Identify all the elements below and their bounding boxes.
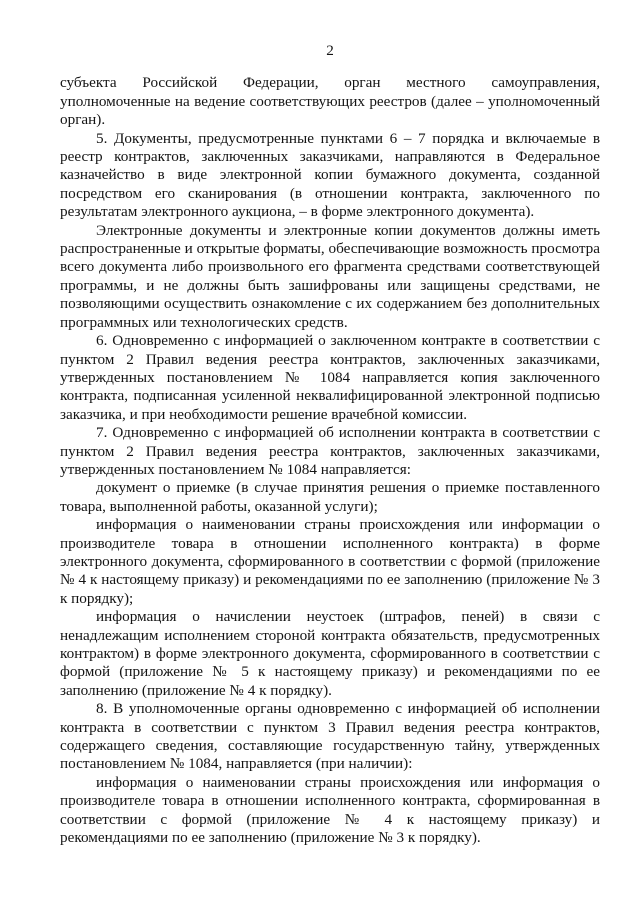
paragraph-item-7: 7. Одновременно с информацией об исполнении контракта в соответствии с пунктом 2 Правил ведения реестра контрактов, заключенных заказчиками, утвержденных постановлением № 1084 направляется: (60, 424, 600, 478)
document-page (60, 42, 600, 847)
paragraph-continuation: субъекта Российской Федерации, орган местного самоуправления, уполномоченные на ведение соответствующих реестров (далее – уполномоченный орган). (60, 74, 600, 129)
paragraph-item-8: 8. В уполномоченные органы одновременно с информацией об исполнении контракта в соответствии с пунктом 3 Правил ведения реестра контрактов, содержащего сведения, составляющие государственную тайну, утвержденных постановлением № 1084, направляется (при наличии): (60, 700, 600, 773)
paragraph-electronic-documents: Электронные документы и электронные копии документов должны иметь распространенные и открытые форматы, обеспечивающие возможность просмотра всего документа либо произвольного его фрагмента средствами соответствующей программы, и не должны быть зашифрованы или защищены средствами, не позволяющими осуществить ознакомление с их содержанием без дополнительных программных или технологических средств. (60, 221, 600, 331)
paragraph-item-6: 6. Одновременно с информацией о заключенном контракте в соответствии с пунктом 2 Правил ведения реестра контрактов, заключенных заказчиками, утвержденных постановлением № 1084 направляется копия заключенного контракта, подписанная усиленной неквалифицированной электронной подписью заказчика, и при необходимости решение врачебной комиссии. (60, 332, 600, 423)
paragraph-item-5: 5. Документы, предусмотренные пунктами 6 – 7 порядка и включаемые в реестр контрактов, заключенных заказчиками, направляются в Федеральное казначейство в виде электронной копии бумажного документа, созданной посредством его сканирования (в отношении контракта, заключенного по результатам электронного аукциона, – в форме электронного документа). (60, 129, 600, 221)
paragraph-item-7-acceptance: документ о приемке (в случае принятия решения о приемке поставленного товара, выполненной работы, оказанной услуги); (60, 479, 600, 515)
paragraph-item-7-country: информация о наименовании страны происхождения или информации о производителе товара в отношении исполненного контракта) в форме электронного документа, сформированного в соответствии с формой (приложение № 4 к настоящему приказу) и рекомендациями по ее заполнению (приложение № 3 к порядку); (60, 516, 600, 607)
paragraph-item-7-penalties: информация о начислении неустоек (штрафов, пеней) в связи с ненадлежащим исполнением стороной контракта обязательств, предусмотренных контрактом) в форме электронного документа, сформированного в соответствии с формой (приложение № 5 к настоящему приказу) и рекомендациями по ее заполнению (приложение № 4 к порядку). (60, 608, 600, 699)
paragraph-item-8-country: информация о наименовании страны происхождения или информация о производителе товара в отношении исполненного контракта, сформированная в соответствии с формой (приложение № 4 к настоящему приказу) и рекомендациями по ее заполнению (приложение № 3 к порядку). (60, 773, 600, 847)
page-number: 2 (326, 42, 334, 59)
